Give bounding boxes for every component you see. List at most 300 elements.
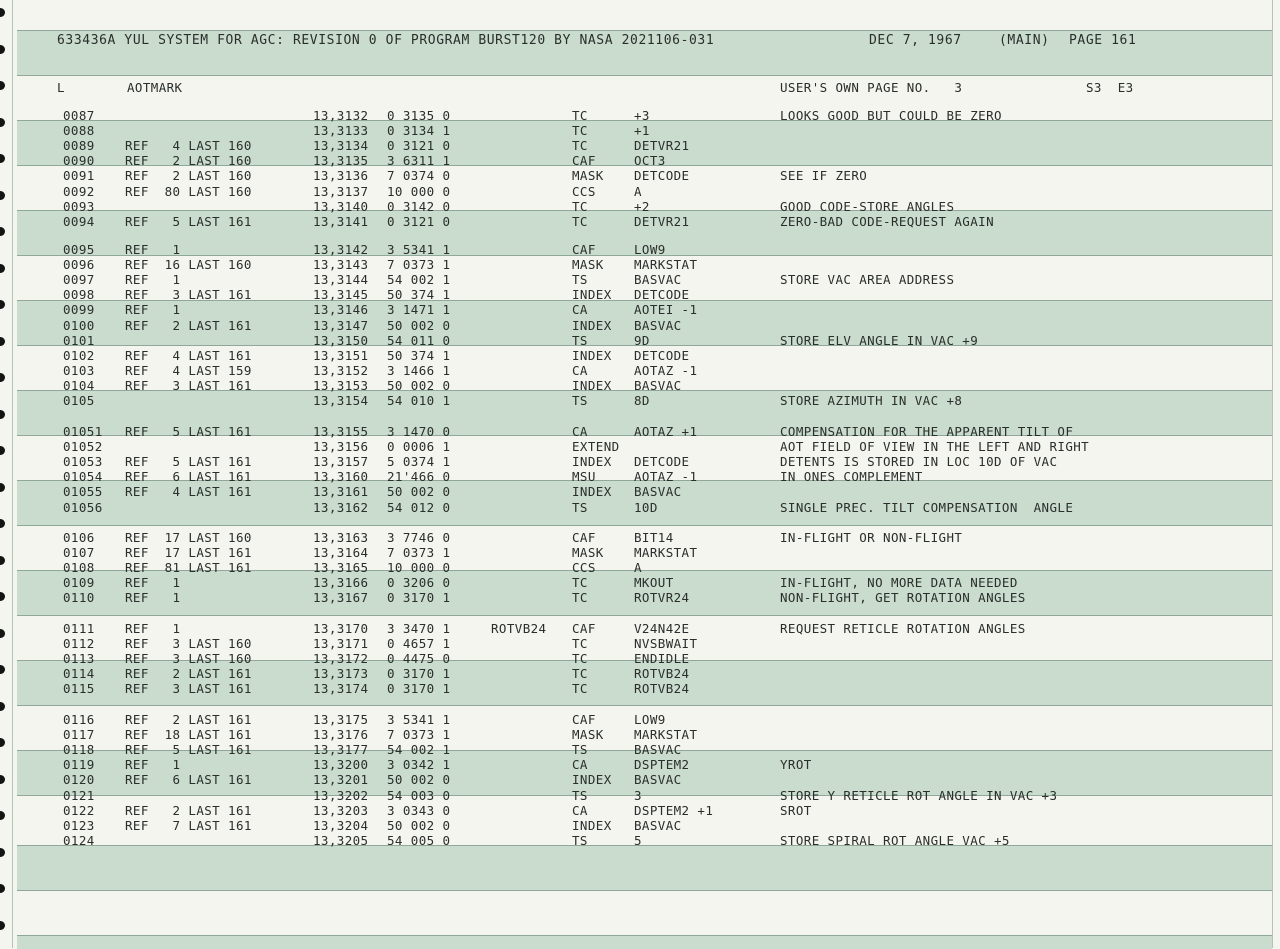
octal-word: 50 002 0 [387,377,451,393]
octal-word: 0 3121 0 [387,213,451,229]
operand: BASVAC [634,817,682,833]
octal-word: 3 1466 1 [387,362,451,378]
line-number: 0093 [63,198,95,214]
ref-info: REF 5 LAST 161 [125,454,252,470]
line-number: 0114 [63,666,95,682]
operand: MARKSTAT [634,545,698,561]
operand: MARKSTAT [634,727,698,743]
comment: AOT FIELD OF VIEW IN THE LEFT AND RIGHT [780,439,1090,455]
line-number: 0095 [63,242,95,257]
opcode: INDEX [572,347,612,363]
ref-info: REF 3 LAST 161 [125,377,252,393]
opcode: TC [572,636,588,652]
ref-info: REF 3 LAST 161 [125,287,252,303]
ref-info: REF 81 LAST 161 [125,560,252,576]
opcode: TC [572,590,588,606]
octal-word: 50 002 0 [387,484,451,500]
comment: SEE IF ZERO [780,168,868,184]
octal-word: 3 0342 1 [387,757,451,773]
octal-word: 3 1470 0 [387,424,451,439]
opcode: TS [572,272,588,288]
feed-hole [0,775,5,784]
operand: LOW9 [634,242,666,257]
address: 13,3175 [313,712,369,727]
comment: IN-FLIGHT, NO MORE DATA NEEDED [780,575,1018,591]
octal-word: 5 0374 1 [387,454,451,470]
operand: DSPTEM2 [634,757,690,773]
address: 13,3167 [313,590,369,606]
address: 13,3162 [313,499,369,515]
octal-word: 7 0373 1 [387,545,451,561]
operand: ENDIDLE [634,651,690,667]
line-number: 0119 [63,757,95,773]
address: 13,3176 [313,727,369,743]
address: 13,3174 [313,681,369,697]
ref-info: REF 5 LAST 161 [125,213,252,229]
line-number: 0087 [63,108,95,123]
operand: 8D [634,393,650,408]
ref-info: REF 5 LAST 161 [125,742,252,758]
comment: IN-FLIGHT OR NON-FLIGHT [780,530,963,545]
ref-info: REF 16 LAST 160 [125,257,252,273]
octal-word: 50 374 1 [387,347,451,363]
paper-band [17,935,1272,949]
ref-info: REF 1 [125,272,181,288]
octal-word: 3 5341 1 [387,242,451,257]
operand: A [634,560,642,576]
opcode: CA [572,802,588,818]
ref-info: REF 1 [125,575,181,591]
comment: STORE ELV ANGLE IN VAC +9 [780,332,979,348]
ref-info: REF 1 [125,242,181,257]
operand: BASVAC [634,377,682,393]
sheet-right-edge [1272,0,1273,948]
operand: ROTVB24 [634,681,690,697]
address: 13,3163 [313,530,369,545]
feed-hole [0,410,5,419]
line-number: 0108 [63,560,95,576]
line-number: 01055 [63,484,103,500]
operand: MARKSTAT [634,257,698,273]
printout-sheet [17,0,1272,948]
address: 13,3173 [313,666,369,682]
operand: OCT3 [634,153,666,169]
operand: +3 [634,108,650,123]
operand: A [634,183,642,199]
line-number: 0123 [63,817,95,833]
address: 13,3154 [313,393,369,408]
feed-hole [0,738,5,747]
comment: ZERO-BAD CODE-REQUEST AGAIN [780,213,994,229]
opcode: TS [572,742,588,758]
address: 13,3205 [313,832,369,848]
opcode: CCS [572,560,596,576]
line-number: 0094 [63,213,95,229]
octal-word: 54 002 1 [387,272,451,288]
line-number: 01054 [63,469,103,485]
paper-band [17,890,1272,936]
operand: DETCODE [634,347,690,363]
operand: 3 [634,787,642,803]
comment: STORE Y RETICLE ROT ANGLE IN VAC +3 [780,787,1058,803]
ref-info: REF 17 LAST 160 [125,530,252,545]
octal-word: 54 003 0 [387,787,451,803]
line-number: 0110 [63,590,95,606]
opcode: TC [572,108,588,123]
opcode: MSU [572,469,596,485]
ref-info: REF 1 [125,621,181,636]
octal-word: 0 3170 1 [387,590,451,606]
operand: 5 [634,832,642,848]
operand: DETVR21 [634,213,690,229]
operand: BASVAC [634,317,682,333]
operand: +2 [634,198,650,214]
operand: ROTVB24 [634,666,690,682]
line-number: 0106 [63,530,95,545]
feed-hole [0,629,5,638]
operand: AOTAZ -1 [634,362,698,378]
ref-info: REF 3 LAST 160 [125,636,252,652]
octal-word: 0 3170 1 [387,681,451,697]
address: 13,3172 [313,651,369,667]
line-number: 0122 [63,802,95,818]
address: 13,3135 [313,153,369,169]
operand: V24N42E [634,621,690,636]
address: 13,3147 [313,317,369,333]
opcode: CA [572,362,588,378]
line-number: 01056 [63,499,103,515]
address: 13,3201 [313,772,369,788]
octal-word: 0 4657 1 [387,636,451,652]
paper-band [17,845,1272,891]
operand: BASVAC [634,742,682,758]
octal-word: 7 0374 0 [387,168,451,184]
address: 13,3150 [313,332,369,348]
comment: COMPENSATION FOR THE APPARENT TILT OF [780,424,1074,439]
octal-word: 50 374 1 [387,287,451,303]
address: 13,3155 [313,424,369,439]
operand: DSPTEM2 +1 [634,802,714,818]
octal-word: 3 7746 0 [387,530,451,545]
ref-info: REF 2 LAST 161 [125,666,252,682]
octal-word: 0 3206 0 [387,575,451,591]
address: 13,3156 [313,439,369,455]
address: 13,3146 [313,302,369,318]
address: 13,3152 [313,362,369,378]
octal-word: 10 000 0 [387,183,451,199]
feed-hole [0,264,5,273]
operand: MKOUT [634,575,674,591]
address: 13,3170 [313,621,369,636]
ref-info: REF 2 LAST 161 [125,317,252,333]
octal-word: 54 002 1 [387,742,451,758]
address: 13,3177 [313,742,369,758]
opcode: INDEX [572,377,612,393]
octal-word: 3 3470 1 [387,621,451,636]
comment: LOOKS GOOD BUT COULD BE ZERO [780,108,1002,123]
address: 13,3165 [313,560,369,576]
opcode: INDEX [572,817,612,833]
address: 13,3164 [313,545,369,561]
operand: ROTVR24 [634,590,690,606]
opcode: TC [572,213,588,229]
feed-hole [0,592,5,601]
feed-hole [0,446,5,455]
line-number: 0113 [63,651,95,667]
opcode: MASK [572,727,604,743]
octal-word: 0 3170 1 [387,666,451,682]
opcode: TC [572,651,588,667]
opcode: TS [572,393,588,408]
operand: BASVAC [634,484,682,500]
opcode: TC [572,198,588,214]
line-number: 0103 [63,362,95,378]
opcode: INDEX [572,317,612,333]
comment: SROT [780,802,812,818]
feed-hole [0,227,5,236]
feed-hole [0,556,5,565]
line-number: 0109 [63,575,95,591]
subheader-users-page: USER'S OWN PAGE NO. 3 [780,80,963,95]
address: 13,3134 [313,138,369,154]
comment: STORE VAC AREA ADDRESS [780,272,955,288]
ref-info: REF 2 LAST 160 [125,153,252,169]
opcode: TS [572,832,588,848]
feed-hole [0,702,5,711]
address: 13,3133 [313,123,369,139]
address: 13,3151 [313,347,369,363]
ref-info: REF 6 LAST 161 [125,469,252,485]
address: 13,3200 [313,757,369,773]
octal-word: 0 4475 0 [387,651,451,667]
comment: STORE AZIMUTH IN VAC +8 [780,393,963,408]
address: 13,3204 [313,817,369,833]
octal-word: 3 0343 0 [387,802,451,818]
line-number: 0117 [63,727,95,743]
ref-info: REF 6 LAST 161 [125,772,252,788]
octal-word: 50 002 0 [387,317,451,333]
line-number: 0115 [63,681,95,697]
ref-info: REF 4 LAST 160 [125,138,252,154]
feed-hole [0,8,5,17]
line-number: 0111 [63,621,95,636]
opcode: TC [572,681,588,697]
line-number: 0118 [63,742,95,758]
octal-word: 54 010 1 [387,393,451,408]
address: 13,3132 [313,108,369,123]
opcode: TC [572,666,588,682]
operand: NVSBWAIT [634,636,698,652]
feed-hole [0,665,5,674]
address: 13,3140 [313,198,369,214]
ref-info: REF 4 LAST 161 [125,347,252,363]
ref-info: REF 2 LAST 161 [125,802,252,818]
line-number: 0091 [63,168,95,184]
header-title: 633436A YUL SYSTEM FOR AGC: REVISION 0 OF PROGRAM BURST120 BY NASA 2021106-031 [57,33,715,48]
comment: YROT [780,757,812,773]
octal-word: 7 0373 1 [387,257,451,273]
octal-word: 3 6311 1 [387,153,451,169]
octal-word: 7 0373 1 [387,727,451,743]
feed-hole [0,337,5,346]
header-date: DEC 7, 1967 [869,33,962,48]
line-number: 0101 [63,332,95,348]
line-number: 0100 [63,317,95,333]
ref-info: REF 2 LAST 160 [125,168,252,184]
address: 13,3143 [313,257,369,273]
octal-word: 50 002 0 [387,817,451,833]
address: 13,3153 [313,377,369,393]
line-number: 01051 [63,424,103,439]
operand: DETCODE [634,287,690,303]
opcode: TS [572,499,588,515]
octal-word: 0 3134 1 [387,123,451,139]
operand: DETVR21 [634,138,690,154]
ref-info: REF 17 LAST 161 [125,545,252,561]
feed-hole [0,45,5,54]
feed-hole [0,884,5,893]
opcode: INDEX [572,287,612,303]
comment: DETENTS IS STORED IN LOC 10D OF VAC [780,454,1058,470]
opcode: CAF [572,712,596,727]
line-number: 0089 [63,138,95,154]
ref-info: REF 18 LAST 161 [125,727,252,743]
feed-hole [0,118,5,127]
header-main: (MAIN) [999,33,1050,48]
address: 13,3144 [313,272,369,288]
line-number: 0092 [63,183,95,199]
ref-info: REF 3 LAST 161 [125,681,252,697]
ref-info: REF 7 LAST 161 [125,817,252,833]
operand: LOW9 [634,712,666,727]
comment: STORE SPIRAL ROT ANGLE VAC +5 [780,832,1010,848]
tractor-feed-holes [0,0,10,948]
ref-info: REF 4 LAST 159 [125,362,252,378]
feed-hole [0,300,5,309]
line-number: 0090 [63,153,95,169]
opcode: TS [572,332,588,348]
address: 13,3145 [313,287,369,303]
header-page: PAGE 161 [1069,33,1137,48]
feed-hole [0,154,5,163]
subheader-routine: AOTMARK [127,80,183,95]
opcode: CA [572,757,588,773]
line-number: 0097 [63,272,95,288]
ref-info: REF 3 LAST 160 [125,651,252,667]
opcode: CA [572,424,588,439]
line-number: 0104 [63,377,95,393]
opcode: CAF [572,530,596,545]
octal-word: 10 000 0 [387,560,451,576]
address: 13,3171 [313,636,369,652]
operand: AOTAZ +1 [634,424,698,439]
octal-word: 0 3135 0 [387,108,451,123]
label: ROTVB24 [491,621,547,636]
operand: AOTAZ -1 [634,469,698,485]
comment: SINGLE PREC. TILT COMPENSATION ANGLE [780,499,1074,515]
octal-word: 54 012 0 [387,499,451,515]
line-number: 0105 [63,393,95,408]
comment: IN ONES COMPLEMENT [780,469,923,485]
opcode: TC [572,138,588,154]
address: 13,3137 [313,183,369,199]
ref-info: REF 4 LAST 161 [125,484,252,500]
feed-hole [0,811,5,820]
address: 13,3141 [313,213,369,229]
address: 13,3142 [313,242,369,257]
opcode: EXTEND [572,439,620,455]
opcode: MASK [572,545,604,561]
octal-word: 50 002 0 [387,772,451,788]
address: 13,3161 [313,484,369,500]
feed-hole [0,921,5,930]
line-number: 0112 [63,636,95,652]
opcode: INDEX [572,454,612,470]
address: 13,3157 [313,454,369,470]
line-number: 0116 [63,712,95,727]
opcode: CAF [572,242,596,257]
address: 13,3166 [313,575,369,591]
operand: DETCODE [634,168,690,184]
operand: BIT14 [634,530,674,545]
feed-hole [0,373,5,382]
line-number: 0096 [63,257,95,273]
octal-word: 3 1471 1 [387,302,451,318]
ref-info: REF 1 [125,757,181,773]
subheader-letter: L [57,80,65,95]
feed-hole [0,191,5,200]
operand: BASVAC [634,772,682,788]
feed-hole [0,81,5,90]
opcode: INDEX [572,484,612,500]
ref-info: REF 1 [125,302,181,318]
subheader-code: S3 E3 [1086,80,1134,95]
octal-word: 21'466 0 [387,469,451,485]
line-number: 01053 [63,454,103,470]
ref-info: REF 80 LAST 160 [125,183,252,199]
opcode: INDEX [572,772,612,788]
line-number: 0120 [63,772,95,788]
comment: NON-FLIGHT, GET ROTATION ANGLES [780,590,1026,606]
operand: +1 [634,123,650,139]
octal-word: 0 3142 0 [387,198,451,214]
operand: DETCODE [634,454,690,470]
opcode: CAF [572,153,596,169]
address: 13,3136 [313,168,369,184]
sheet-left-edge [12,0,13,948]
line-number: 0088 [63,123,95,139]
octal-word: 0 3121 0 [387,138,451,154]
address: 13,3202 [313,787,369,803]
opcode: TS [572,787,588,803]
opcode: CAF [572,621,596,636]
opcode: TC [572,575,588,591]
line-number: 0102 [63,347,95,363]
feed-hole [0,848,5,857]
octal-word: 54 011 0 [387,332,451,348]
operand: 10D [634,499,658,515]
line-number: 0121 [63,787,95,803]
octal-word: 0 0006 1 [387,439,451,455]
octal-word: 54 005 0 [387,832,451,848]
line-number: 0099 [63,302,95,318]
opcode: CA [572,302,588,318]
operand: 9D [634,332,650,348]
opcode: TC [572,123,588,139]
line-number: 0107 [63,545,95,561]
address: 13,3203 [313,802,369,818]
line-number: 01052 [63,439,103,455]
